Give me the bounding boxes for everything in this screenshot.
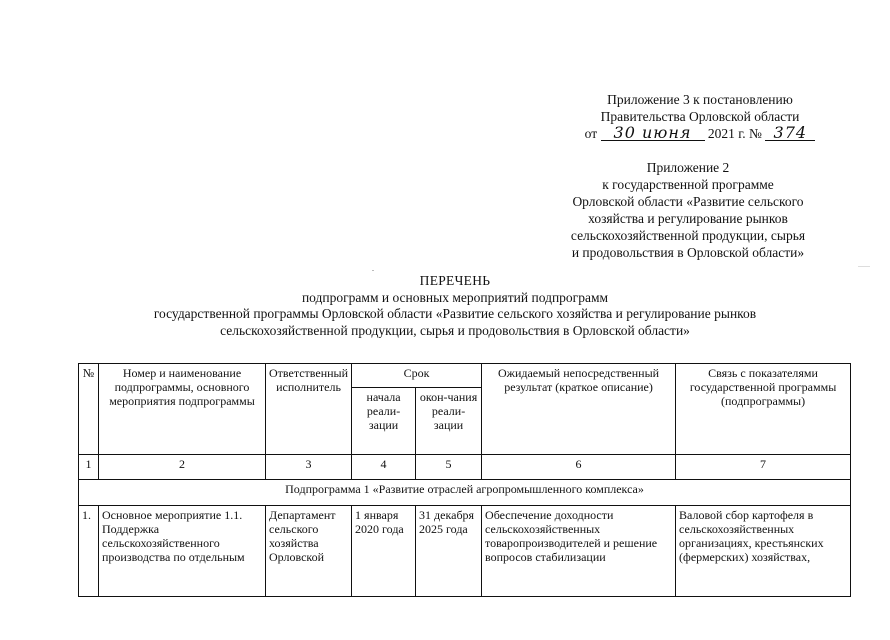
appendix-3-header [560, 91, 840, 142]
subprogram-row [79, 480, 851, 506]
appendix-2-line: к государственной программе [602, 177, 774, 192]
column-number: 5 [416, 455, 482, 480]
from-label: от [584, 126, 598, 141]
appendix-2-line: сельскохозяйственной продукции, сырья [570, 228, 806, 243]
scan-speck [372, 270, 374, 271]
row-end [416, 506, 482, 597]
table-header-row [79, 364, 851, 388]
row-start-text: 1 января 2020 года [355, 508, 404, 536]
row-executor [266, 506, 352, 597]
row-link-text: Валовой сбор картофеля в сельскохозяйственных организациях, крестьянских (фермерских) хозяйствах, [679, 508, 824, 564]
row-result-text: Обеспечение доходности сельскохозяйственных товаропроизводителей и решение вопросов стабилизации [485, 508, 658, 564]
appendix-3-line-2: Правительства Орловской области [600, 109, 800, 124]
header-name: Номер и наименование подпрограммы, основного мероприятия подпрограммы [99, 364, 266, 455]
handwritten-date: 30 июня [601, 126, 705, 141]
header-no: № [79, 364, 99, 455]
header-end: окон-чания реали-зации [416, 387, 482, 454]
title-line: сельскохозяйственной продукции, сырья и продовольствия в Орловской области» [220, 322, 690, 338]
title-line: подпрограмм и основных мероприятий подпрограмм [301, 289, 609, 305]
header-link: Связь с показателями государственной программы (подпрограммы) [676, 364, 851, 455]
handwritten-number: 374 [765, 126, 815, 141]
header-result: Ожидаемый непосредственный результат (краткое описание) [482, 364, 676, 455]
header-executor: Ответственный исполнитель [266, 364, 352, 455]
header-period: Срок [352, 364, 482, 388]
appendix-2-header [548, 159, 828, 261]
row-link [676, 506, 851, 597]
row-executor-text: Департамент сельского хозяйства Орловской [269, 508, 336, 564]
table-row [79, 506, 851, 597]
title-heading: ПЕРЕЧЕНЬ [419, 273, 491, 288]
appendix-2-line: и продовольствия в Орловской области» [571, 245, 805, 260]
scan-speck [858, 266, 870, 267]
appendix-3-line-1: Приложение 3 к постановлению [607, 92, 793, 107]
row-name [99, 506, 266, 597]
column-number-row [79, 455, 851, 480]
title-line: государственной программы Орловской области «Развитие сельского хозяйства и регулирование рынков [153, 306, 757, 321]
row-result [482, 506, 676, 597]
appendix-2-line: Приложение 2 [646, 160, 730, 175]
row-name-text: Основное мероприятие 1.1. Поддержка сельскохозяйственного производства по отдельным [102, 508, 245, 564]
column-number: 7 [676, 455, 851, 480]
column-number: 2 [99, 455, 266, 480]
column-number: 6 [482, 455, 676, 480]
subprogram-title: Подпрограмма 1 «Развитие отраслей агропромышленного комплекса» [79, 480, 851, 506]
appendix-3-date-line [560, 125, 840, 142]
row-no [79, 506, 99, 597]
row-start [352, 506, 416, 597]
appendix-2-line: хозяйства и регулирование рынков [588, 211, 788, 226]
column-number: 1 [79, 455, 99, 480]
appendix-2-line: Орловской области «Развитие сельского [572, 194, 804, 209]
column-number: 3 [266, 455, 352, 480]
program-table [78, 363, 851, 597]
row-end-text: 31 декабря 2025 года [419, 508, 475, 536]
column-number: 4 [352, 455, 416, 480]
year-label: 2021 г. № [707, 126, 762, 141]
header-start: начала реали-зации [352, 387, 416, 454]
document-title [60, 273, 850, 339]
row-no-text: 1. [82, 508, 91, 522]
